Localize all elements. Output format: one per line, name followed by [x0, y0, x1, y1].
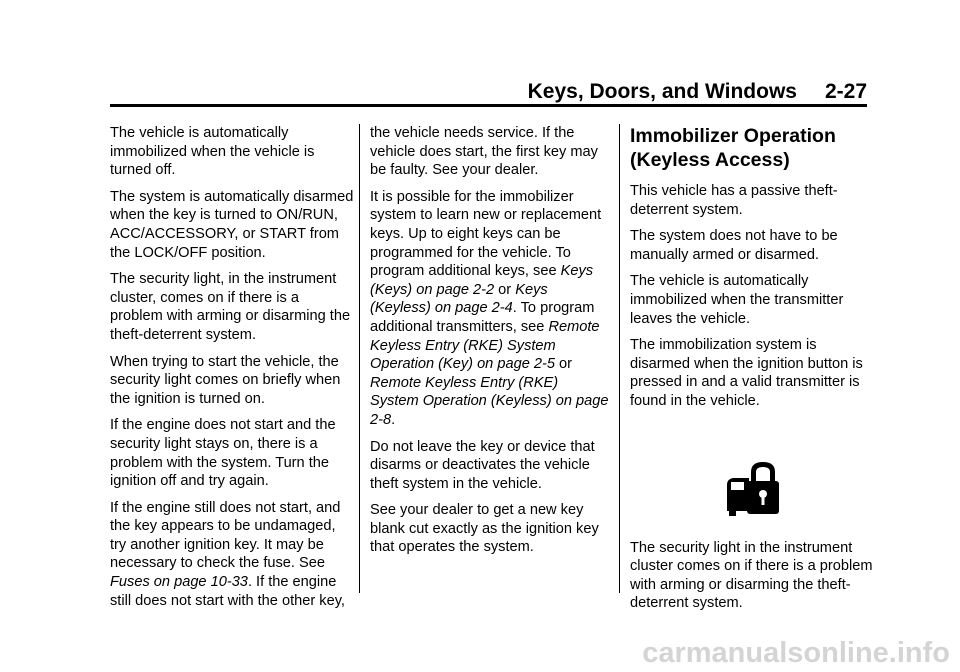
- security-light-icon: [725, 459, 781, 517]
- text-run: . To program additional transmitters, see: [370, 300, 595, 335]
- column-1: [110, 124, 355, 618]
- paragraph: This vehicle has a passive theft-deterrent system.: [630, 183, 838, 218]
- paragraph: The vehicle is automatically immobilized when the transmitter leaves the vehicle.: [630, 273, 844, 327]
- paragraph: The security light, in the instrument cluster, comes on if there is a problem with arming or disarming the theft-deterrent system.: [110, 271, 351, 343]
- paragraph: If the engine does not start and the security light stays on, there is a problem with the system. Turn the ignition off and try again.: [110, 417, 336, 490]
- paragraph: [110, 499, 355, 611]
- section-heading: Immobilizer Operation (Keyless Access): [630, 125, 836, 171]
- column-divider: [619, 124, 620, 593]
- cross-reference-link[interactable]: Remote Keyless Entry (RKE) System Operation (Key) on page 2-5: [370, 318, 600, 373]
- section-title: Keys, Doors, and Windows: [527, 80, 797, 103]
- paragraph: The vehicle is automatically immobilized when the vehicle is turned off.: [110, 125, 315, 179]
- security-light-icon-wrap: [630, 459, 875, 517]
- paragraph: Do not leave the key or device that disarms or deactivates the vehicle theft system in the vehicle.: [370, 438, 595, 492]
- text-run: If the engine still does not start, and the key appears to be undamaged, try another ignition key. It may be necessary to check the fuse. See: [110, 499, 341, 572]
- cross-reference-link[interactable]: Keys (Keyless) on page 2-4: [370, 281, 548, 317]
- cross-reference-link[interactable]: Keys (Keys) on page 2-2: [370, 263, 594, 298]
- paragraph: See your dealer to get a new key blank cut exactly as the ignition key that operates the system.: [370, 502, 599, 556]
- text-run: or: [554, 356, 572, 373]
- paragraph: When trying to start the vehicle, the security light comes on briefly when the ignition is turned on.: [110, 353, 341, 407]
- paragraph: [370, 188, 610, 430]
- paragraph: The system is automatically disarmed when the key is turned to ON/RUN, ACC/ACCESSORY, or START from the LOCK/OFF position.: [110, 188, 354, 261]
- page-number: 2-27: [824, 80, 867, 103]
- paragraph: The immobilization system is disarmed when the ignition button is pressed in and a valid transmitter is found in the vehicle.: [630, 337, 863, 409]
- paragraph: The system does not have to be manually armed or disarmed.: [630, 228, 838, 263]
- text-run: or: [494, 281, 516, 298]
- text-run: It is possible for the immobilizer system to learn new or replacement keys. Up to eight keys can be programmed for the vehicle. To program additional keys, see: [370, 188, 602, 280]
- watermark: carmanualsonline.info: [642, 637, 950, 669]
- paragraph: the vehicle needs service. If the vehicle does start, the first key may be faulty. See your dealer.: [370, 125, 598, 179]
- cross-reference-link[interactable]: Remote Keyless Entry (RKE) System Operation (Keyless) on page 2-8: [370, 374, 609, 428]
- page-header: [110, 80, 867, 104]
- column-3: [630, 124, 875, 621]
- cross-reference-link[interactable]: Fuses on page 10-33: [110, 574, 248, 591]
- paragraph: The security light in the instrument cluster comes on if there is a problem with arming or disarming the theft-deterrent system.: [630, 539, 873, 612]
- header-rule: [110, 104, 867, 107]
- column-2: [370, 124, 610, 565]
- text-run: . If the engine still does not start with the other key,: [110, 574, 345, 609]
- column-divider: [359, 124, 360, 593]
- text-run: .: [391, 411, 396, 428]
